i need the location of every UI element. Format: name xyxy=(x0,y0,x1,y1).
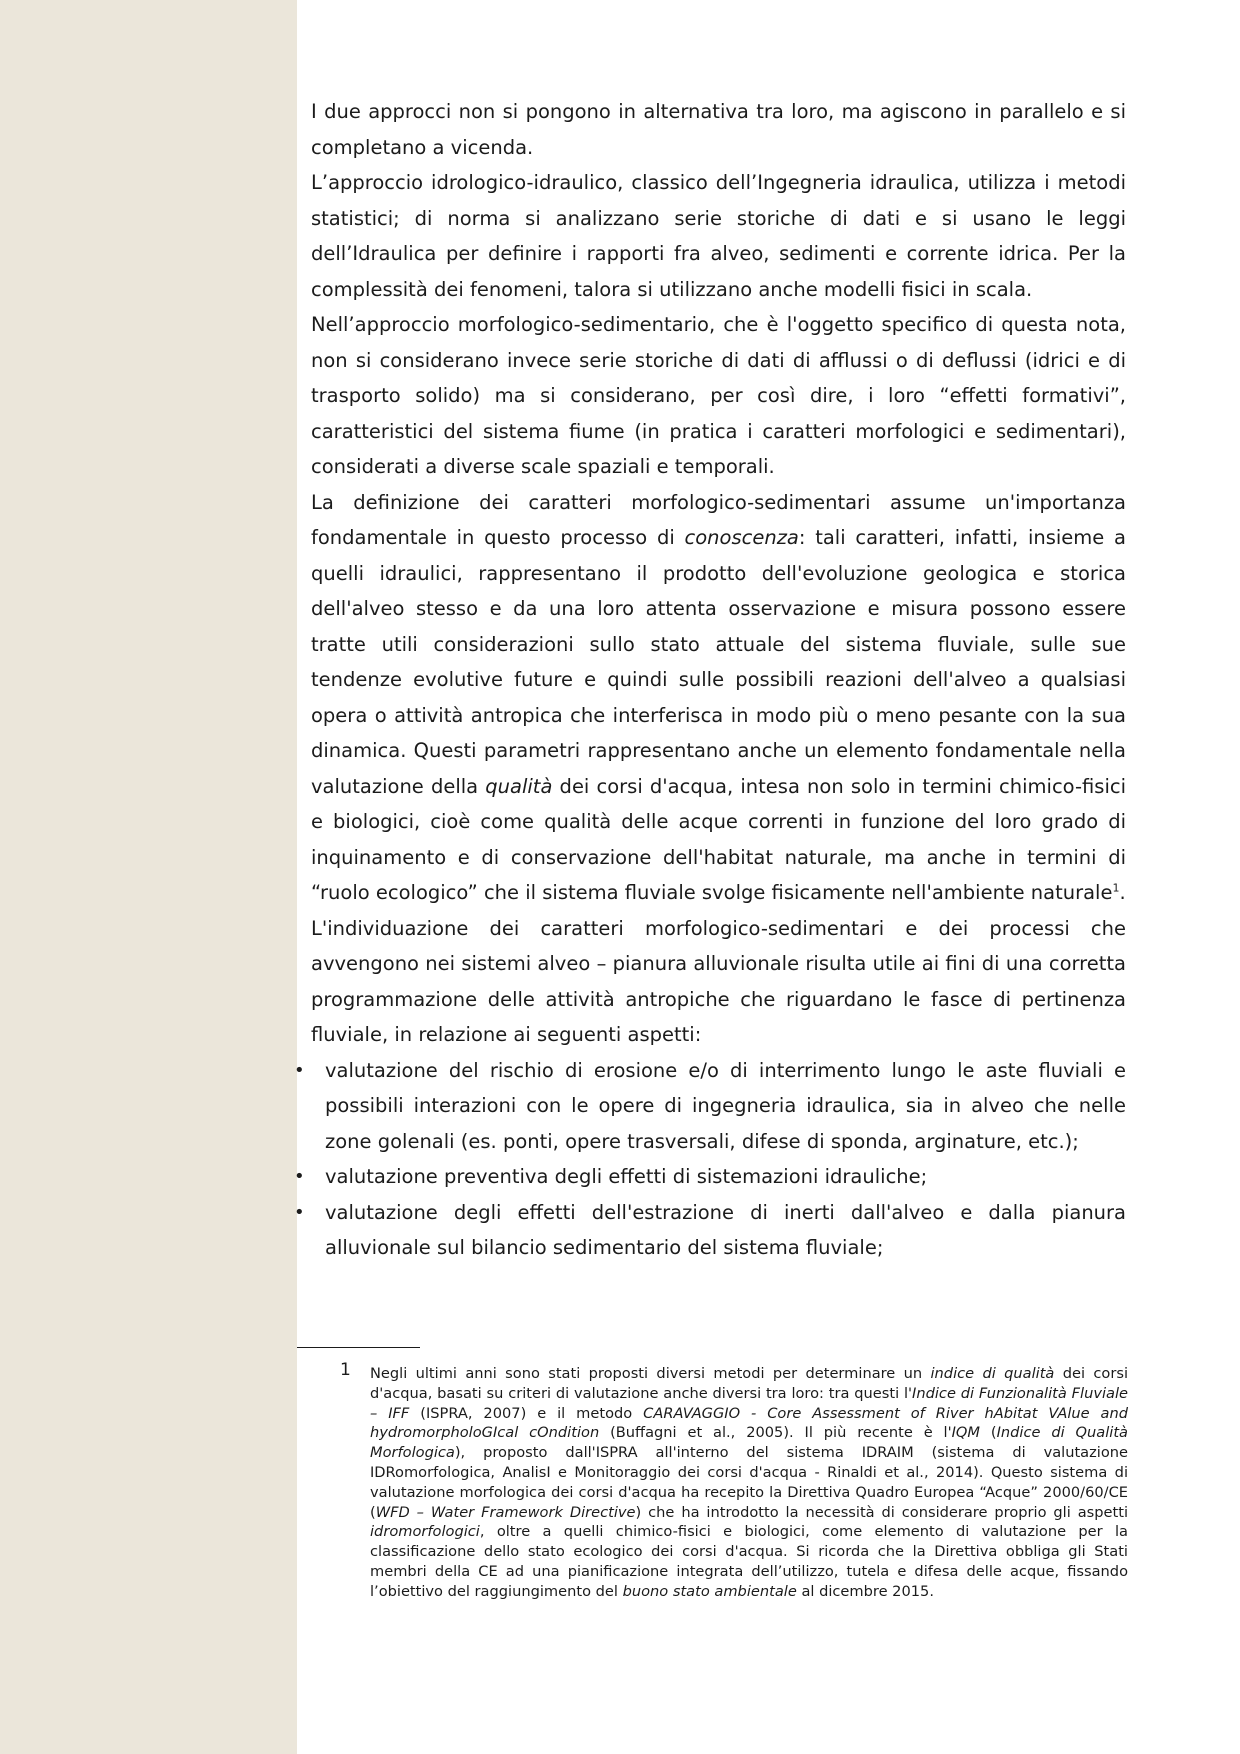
footnote-text xyxy=(370,1364,1128,1602)
footnote-italic-3: CARAVAGGIO - Core Assessment of River hAbitat VAlue and hydromorpholoGIcal cOndition xyxy=(370,1404,1129,1442)
footnote-italic-2: Indice di Funzionalità Fluviale – IFF xyxy=(370,1384,1128,1422)
paragraph-4-text-d: . xyxy=(1119,881,1126,904)
footnote-text-3: (ISPRA, 2007) e il metodo xyxy=(409,1404,644,1422)
footnote-reference[interactable]: 1 xyxy=(1112,881,1120,895)
bullet-item-3: • valutazione degli effetti dell'estrazione di inerti dall'alveo e dalla pianura alluvionale sul bilancio sedimentario del sistema fluviale; xyxy=(311,1195,1126,1266)
footnote-italic-4: IQM xyxy=(951,1424,981,1442)
paragraph-4-text-c: dei corsi d'acqua, intesa non solo in termini chimico-fisici e biologici, cioè come qualità delle acque correnti in funzione del loro grado di inquinamento e di conservazione dell'habitat naturale, ma anche in termini di “ruolo ecologico” che il sistema fluviale svolge fisicamente nell'ambiente naturale xyxy=(311,774,1126,904)
footnote-italic-5: Indice di Qualità Morfologica xyxy=(370,1424,1128,1462)
bullet-list xyxy=(311,1053,1126,1266)
paragraph-2: L’approccio idrologico-idraulico, classico dell’Ingegneria idraulica, utilizza i metodi statistici; di norma si analizzano serie storiche di dati e si usano le leggi dell’Idraulica per definire i rapporti fra alveo, sedimenti e corrente idrica. Per la complessità dei fenomeni, talora si utilizzano anche modelli fisici in scala. xyxy=(311,171,1126,301)
bullet-item-1: • valutazione del rischio di erosione e/o di interrimento lungo le aste fluviali e possibili interazioni con le opere di ingegneria idraulica, sia in alveo che nelle zone golenali (es. ponti, opere trasversali, difese di sponda, arginature, etc.); xyxy=(311,1053,1126,1160)
footnote-text-6: ), proposto dall'ISPRA all'interno del sistema IDRAIM (sistema di valutazione IDRomorfologica, AnalisI e Monitoraggio dei corsi d'acqua - Rinaldi et al., 2014). Questo sistema di valutazione morfologica dei corsi d'acqua ha recepito la Direttiva Quadro Europea “Acque” 2000/60/CE ( xyxy=(370,1444,1128,1521)
footnote-italic-8: buono stato ambientale xyxy=(622,1582,797,1600)
emphasis-qualita: qualità xyxy=(485,774,553,798)
footnote-italic-1: indice di qualità xyxy=(930,1365,1055,1382)
footnote-text-7: ) che ha introdotto la necessità di considerare proprio gli aspetti xyxy=(635,1503,1128,1521)
footnote-number: 1 xyxy=(340,1360,351,1380)
footnote-italic-6: WFD – Water Framework Directive xyxy=(375,1503,636,1521)
paragraph-5: L'individuazione dei caratteri morfologico-sedimentari e dei processi che avvengono nei sistemi alveo – pianura alluvionale risulta utile ai fini di una corretta programmazione delle attività antropiche che riguardano le fasce di pertinenza fluviale, in relazione ai seguenti aspetti: xyxy=(311,916,1126,1046)
page-side-band xyxy=(0,0,297,1754)
body-text xyxy=(311,94,1126,1266)
paragraph-3: Nell’approccio morfologico-sedimentario, che è l'oggetto specifico di questa nota, non si considerano invece serie storiche di dati di afflussi o di deflussi (idrici e di trasporto solido) ma si considerano, per così dire, i loro “effetti formativi”, caratteristici del sistema fiume (in pratica i caratteri morfologici e sedimentari), considerati a diverse scale spaziali e temporali. xyxy=(311,313,1126,478)
footnote-text-2: dei corsi d'acqua, basati su criteri di valutazione anche diversi tra loro: tra questi l' xyxy=(370,1365,1129,1402)
paragraph-4-text-a: La definizione dei caratteri morfologico-sedimentari assume un'importanza fondamentale in questo processo di xyxy=(311,490,1126,549)
footnote-text-5: ( xyxy=(980,1424,997,1442)
paragraph-4 xyxy=(311,485,1126,911)
paragraph-4-text-b: : tali caratteri, infatti, insieme a quelli idraulici, rappresentano il prodotto dell'evoluzione geologica e storica dell'alveo stesso e da una loro attenta osservazione e misura possono essere tratte utili considerazioni sullo stato attuale del sistema fluviale, sulle sue tendenze evolutive future e quindi sulle possibili reazioni dell'alveo a qualsiasi opera o attività antropica che interferisca in modo più o meno pesante con la sua dinamica. Questi parametri rappresentano anche un elemento fondamentale nella valutazione della xyxy=(311,526,1126,798)
footnote-text-9: al dicembre 2015. xyxy=(796,1582,934,1600)
footnote-text-4: (Buffagni et al., 2005). Il più recente è l' xyxy=(599,1424,952,1442)
paragraph-1: I due approcci non si pongono in alternativa tra loro, ma agiscono in parallelo e si completano a vicenda. xyxy=(311,100,1126,159)
footnote-text-1: Negli ultimi anni sono stati proposti diversi metodi per determinare un xyxy=(370,1365,931,1382)
bullet-item-2: • valutazione preventiva degli effetti di sistemazioni idrauliche; xyxy=(311,1159,1126,1195)
emphasis-conoscenza: conoscenza xyxy=(684,526,799,549)
footnote-text-8: , oltre a quelli chimico-fisici e biologici, come elemento di valutazione per la classificazione dello stato ecologico dei corsi d'acqua. Si ricorda che la Direttiva obbliga gli Stati membri della CE ad una pianificazione integrata dell’utilizzo, tutela e difesa delle acque, fissando l’obiettivo del raggiungimento del xyxy=(370,1523,1128,1600)
footnote-separator xyxy=(297,1347,420,1348)
footnote xyxy=(340,1360,1129,1602)
footnote-italic-7: idromorfologici xyxy=(370,1523,480,1541)
